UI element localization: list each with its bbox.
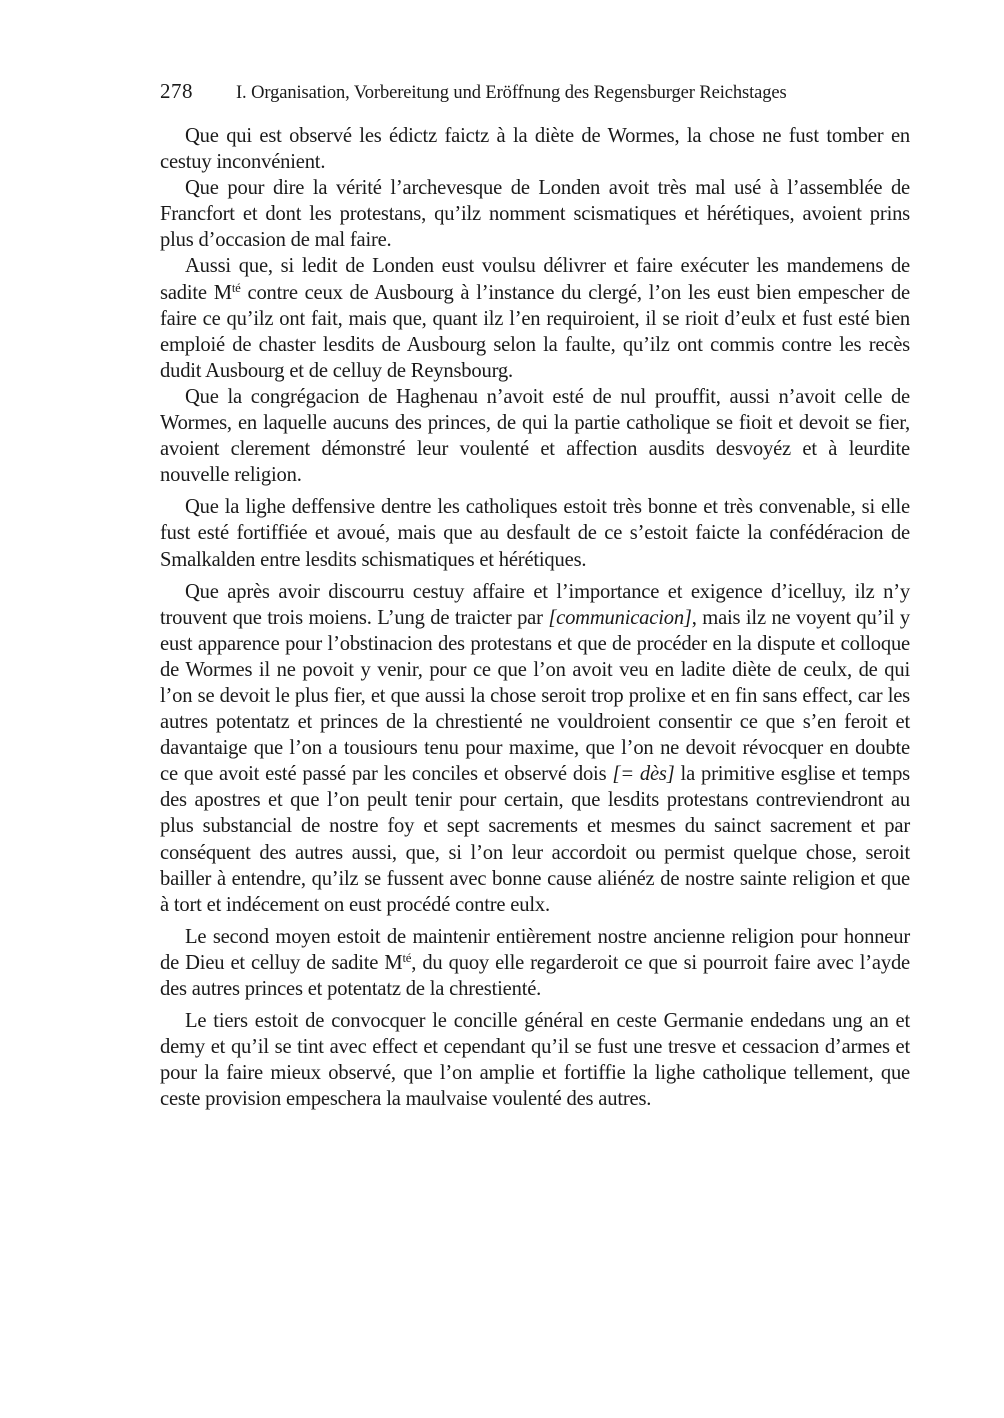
text-run: Que pour dire la vérité l’archevesque de Londen avoit très mal usé à l’assemblée de Francfort et dont les protestans, qu’ilz nomment scismatiques et hérétiques, avoient prins plus d’occasion de mal faire.: [160, 177, 910, 252]
editorial-insertion: [= dès]: [612, 763, 675, 786]
superscript: té: [402, 950, 412, 965]
paragraph: [160, 494, 910, 572]
text-run: Que la lighe deffensive dentre les catholiques estoit très bonne et très convenable, si elle fust esté fortiffiée et avoué, mais que au desfault de ce s’estoit faicte la confédéracion de Smalkalden entre lesdits schismatiques et hérétiques.: [160, 496, 910, 571]
text-run: Que après avoir discourru cestuy affaire et l’importance et exigence d’icelluy, ilz n’y trouvent que trois moiens. L’ung de traicter par: [160, 580, 910, 629]
paragraph: [160, 924, 910, 1002]
paragraph: [160, 123, 910, 175]
text-run: , mais ilz ne voyent qu’il y eust apparence pour l’obstinacion des protestans et que de procéder en la dispute et colloque de Wormes il ne povoit y venir, pour ce que l’on avoit veu en ladite diète de ceulx, de qui l’on se devoit le plus fier, et que aussi la chose seroit trop prolixe et en fin sans effect, car les autres potentatz et princes de la chrestienté ne vouldroient consentir ce que s’en feroit et davantaige que l’on a tousiours tenu pour maxime, que l’on ne devoit révocquer en doubte ce que avoit esté passé par les conciles et observé dois: [160, 606, 910, 786]
editorial-insertion: [communicacion]: [548, 606, 692, 629]
text-run: Que la congrégacion de Haghenau n’avoit esté de nul prouffit, aussi n’avoit celle de Wormes, en laquelle aucuns des princes, de qui la partie catholique se fioit et devoit se fier, avoient clerement démonstré leur voulenté et affection ausdits desvoyéz et à leurdite nouvelle religion.: [160, 385, 910, 487]
paragraph: [160, 253, 910, 383]
document-page: [160, 78, 910, 1112]
text-run: Le tiers estoit de convocquer le concille général en ceste Germanie endedans ung an et demy et qu’il se tint avec effect et cependant qu’il se fust une tresve et cessacion d’armes et pour la faire mieux observé, que l’on amplie et fortiffie la lighe catholique tellement, que ceste provision empeschera la maulvaise voulenté des autres.: [160, 1010, 910, 1111]
text-run: Aussi que, si ledit de Londen eust voulsu délivrer et faire exécuter les mandemens de sadite M: [160, 255, 910, 304]
paragraph: [160, 175, 910, 253]
text-run: , du quoy elle regarderoit ce que si pourroit faire avec l’ayde des autres princes et potentatz de la chrestienté.: [160, 951, 910, 1000]
paragraph: [160, 384, 910, 488]
page-number: 278: [160, 79, 193, 103]
text-run: contre ceux de Ausbourg à l’instance du clergé, l’on les eust bien empescher de faire ce qu’ilz ont fait, mais que, quant ilz l’en requiroient, il se rioit d’eulx et fust esté bien emploié de chaster lesdits de Ausbourg selon la faulte, qu’ilz ont commis contre les recès dudit Ausbourg et de celluy de Reynsbourg.: [160, 281, 910, 382]
running-header: [160, 78, 910, 104]
text-run: Le second moyen estoit de maintenir entièrement nostre ancienne religion pour honneur de Dieu et celluy de sadite M: [160, 925, 910, 974]
paragraph: [160, 579, 910, 918]
superscript: té: [231, 280, 241, 295]
running-title: I. Organisation, Vorbereitung und Eröffnung des Regensburger Reichstages: [236, 83, 787, 103]
text-run: la primitive esglise et temps des apostres et que l’on peult tenir pour certain, que lesdits protestans contreviendront au plus substancial de nostre foy et sept sacrements et mesmes du sainct sacrement et par conséquent des autres aussi, que, si l’on leur accordoit ou permist quelque chose, seroit bailler à entendre, qu’ilz se fussent avec bonne cause aliénéz de nostre sainte religion et que à tort et indécement on eust procédé contre eulx.: [160, 763, 910, 916]
paragraph: [160, 1008, 910, 1112]
text-run: Que qui est observé les édictz faictz à la diète de Wormes, la chose ne fust tomber en cestuy inconvénient.: [160, 125, 910, 174]
